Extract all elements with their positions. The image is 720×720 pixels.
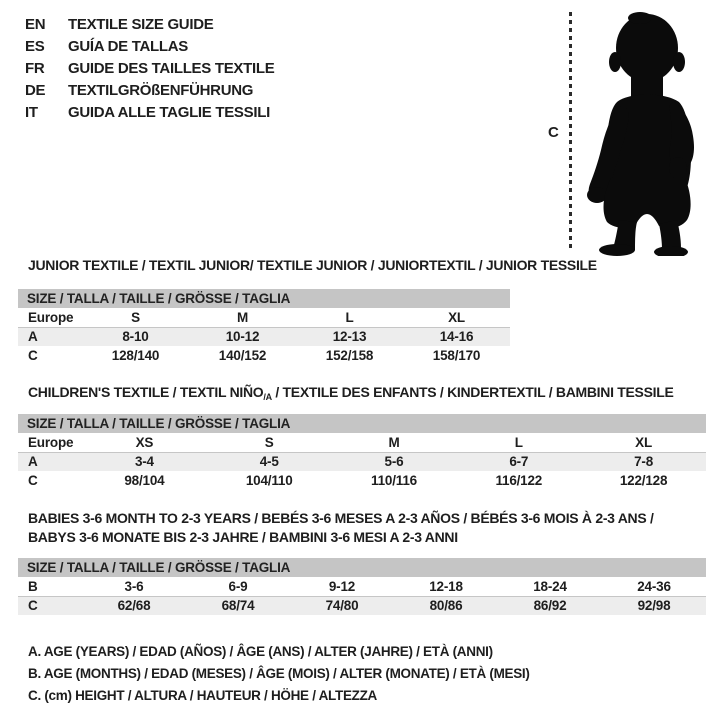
table-cell: S [131,310,140,325]
table-cell: 10-12 [225,329,260,344]
table-row-europe [18,433,706,452]
table-row-age-months [18,577,706,596]
table-cell: 122/128 [619,473,668,488]
table-row-height [18,596,706,615]
table-cell: 8-10 [122,329,149,344]
junior-section-title: JUNIOR TEXTILE / TEXTIL JUNIOR/ TEXTILE JUNIOR / JUNIORTEXTIL / JUNIOR TESSILE [28,257,597,273]
table-cell: 158/170 [432,348,481,363]
height-measure-label: C [548,124,559,141]
row-label: Europe [28,310,74,325]
table-cell: 110/116 [371,473,417,488]
table-cell: XL [448,310,465,325]
table-row-height [18,471,706,490]
lang-title: GUIDE DES TAILLES TEXTILE [68,59,275,77]
table-row-age-years [18,327,510,346]
lang-row-de [25,79,274,101]
table-cell: 9-12 [328,579,356,594]
lang-row-it [25,101,274,123]
row-label: Europe [28,435,74,450]
lang-row-fr [25,57,274,79]
row-label: C [28,348,38,363]
row-label: B [28,579,38,594]
footnote-height-cm: C. (cm) HEIGHT / ALTURA / HAUTEUR / HÖHE / ALTEZZA [28,688,377,703]
table-cell: M [388,435,400,450]
lang-code: EN [25,15,46,33]
row-label: C [28,473,38,488]
lang-row-en [25,13,274,35]
lang-row-es [25,35,274,57]
table-cell: 116/122 [495,473,543,488]
babies-title-line2: BABYS 3-6 MONATE BIS 2-3 JAHRE / BAMBINI 3-6 MESI A 2-3 ANNI [28,529,458,545]
table-cell: S [264,435,274,450]
table-cell: 86/92 [533,598,567,613]
table-row-europe [18,308,510,327]
table-cell: 3-6 [124,579,144,594]
table-cell: 98/104 [124,473,165,488]
table-cell: 80/86 [429,598,463,613]
lang-title: GUIDA ALLE TAGLIE TESSILI [68,103,270,121]
legend-footnotes [28,641,530,707]
table-cell: L [514,435,523,450]
table-cell: 6-9 [228,579,248,594]
lang-code: FR [25,59,45,77]
table-cell: 24-36 [637,579,671,594]
size-header-bar: SIZE / TALLA / TAILLE / GRÖSSE / TAGLIA [18,414,706,433]
table-cell: 140/152 [218,348,267,363]
table-row-age-years [18,452,706,471]
table-cell: 6-7 [509,454,529,469]
height-measure-dotted-line [569,12,572,250]
babies-size-table [18,558,706,615]
table-cell: M [236,310,249,325]
children-title-subscript: /A [263,392,272,402]
table-cell: 74/80 [325,598,359,613]
table-cell: 12-18 [429,579,463,594]
footnote-age-years: A. AGE (YEARS) / EDAD (AÑOS) / ÂGE (ANS) / ALTER (JAHRE) / ETÀ (ANNI) [28,644,493,659]
table-cell: 62/68 [117,598,151,613]
size-header-bar: SIZE / TALLA / TAILLE / GRÖSSE / TAGLIA [18,558,706,577]
lang-title: GUÍA DE TALLAS [68,37,188,55]
lang-title: TEXTILE SIZE GUIDE [68,15,214,33]
table-cell: 14-16 [439,329,474,344]
children-section-title [28,384,674,402]
junior-size-table [18,289,510,365]
lang-title: TEXTILGRÖßENFÜHRUNG [68,81,254,99]
row-label: C [28,598,38,613]
language-title-list [25,13,274,123]
table-cell: 3-4 [134,454,154,469]
row-label: A [28,454,38,469]
table-cell: XS [135,435,154,450]
table-cell: 4-5 [259,454,279,469]
babies-section-title [28,509,708,547]
table-cell: 152/158 [325,348,374,363]
lang-code: IT [25,103,38,121]
table-row-height [18,346,510,365]
table-cell: 92/98 [637,598,671,613]
table-cell: 68/74 [221,598,255,613]
children-title-pre: CHILDREN'S TEXTILE / TEXTIL NIÑO [28,384,264,400]
table-cell: 7-8 [634,454,654,469]
footnote-age-months: B. AGE (MONTHS) / EDAD (MESES) / ÂGE (MOIS) / ALTER (MONATE) / ETÀ (MESI) [28,666,530,681]
row-label: A [28,329,38,344]
table-cell: 128/140 [111,348,160,363]
table-cell: 12-13 [332,329,367,344]
babies-title-line1: BABIES 3-6 MONTH TO 2-3 YEARS / BEBÉS 3-6 MESES A 2-3 AÑOS / BÉBÉS 3-6 MOIS À 2-3 ANS / [28,510,654,526]
table-cell: 104/110 [245,473,293,488]
size-header-bar: SIZE / TALLA / TAILLE / GRÖSSE / TAGLIA [18,289,510,308]
toddler-silhouette-icon [577,6,713,256]
lang-code: DE [25,81,46,99]
children-size-table [18,414,706,490]
lang-code: ES [25,37,45,55]
table-cell: L [345,310,354,325]
table-cell: 5-6 [384,454,404,469]
table-cell: XL [635,435,653,450]
table-cell: 18-24 [533,579,567,594]
children-title-post: / TEXTILE DES ENFANTS / KINDERTEXTIL / BAMBINI TESSILE [271,384,674,400]
